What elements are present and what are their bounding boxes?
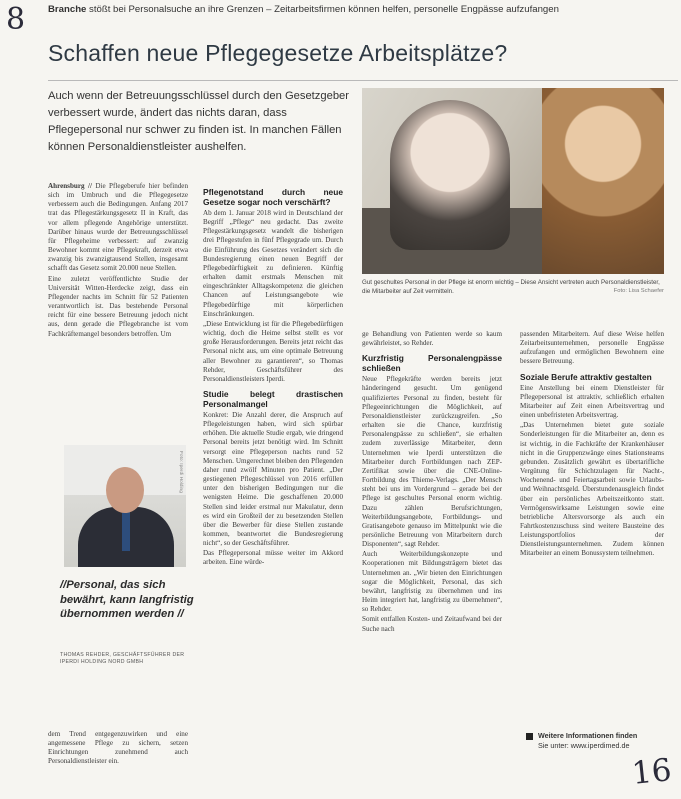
handwritten-corner-mark: 8 [6, 2, 26, 37]
body-paragraph [520, 384, 664, 421]
info-line-2: Sie unter: www.iperdimed.de [538, 741, 630, 750]
kicker-line [48, 4, 559, 15]
body-paragraph [48, 730, 188, 767]
body-paragraph [203, 320, 343, 384]
body-paragraph [362, 375, 502, 549]
body-paragraph [520, 421, 664, 558]
body-paragraph [520, 330, 664, 367]
body-paragraph [362, 330, 502, 348]
body-paragraph [203, 209, 343, 319]
info-square-icon [526, 733, 533, 740]
dateline: Ahrensburg // [48, 182, 92, 190]
column-4 [520, 330, 664, 560]
photo-caption [362, 278, 664, 296]
paragraph-text: dem Trend entgegenzuwirken und eine angemessene Pflege zu sichern, setzen Einrichtungen zunehmend auch Personaldienstleister ein. [48, 730, 188, 766]
article-title: Schaffen neue Pflegegesetze Arbeitsplätze? [48, 40, 508, 66]
paragraph-text: Somit entfallen Kosten- und Zeitaufwand bei der Suche nach [362, 615, 502, 633]
kicker-bold: Branche [48, 4, 87, 15]
paragraph-text: Eine zuletzt veröffentlichte Studie der Universität Witten-Herdecke zeigt, dass ein Pflegender nachts im Schnitt für 52 Patienten verantwortlich ist. Das bestehende Personal reicht für eine bessere Betreuung jedoch nicht aus, denn gerade die Pflegebranche ist vom Fachkräftemangel besonders betroffen. Um [48, 274, 188, 338]
paragraph-text: Ab dem 1. Januar 2018 wird in Deutschland der Begriff „Pflege“ neu gedacht. Das zweite Pflegestärkungsgesetz wandelt die bisherigen drei Pflegestufen in fünf Pflegegrade um. Durch die Einführung des Gesetzes verändert sich die Bundesregierung einen neuen Begriff der Pflegebedürftigkeit zu definieren. Künftig erhalten damit erstmals Menschen mit eingeschränkter Alltagskompetenz die gleichen Chancen auf Leistungsangebote wie Pflegebedürftige mit körperlichen Einschränkungen. [203, 209, 343, 318]
photo-caption-text: Gut geschultes Personal in der Pflege ist enorm wichtig – Diese Ansicht vertreten auch Personaldienstleister, die Mitarbeiter auf Zeit vermitteln. [362, 279, 660, 295]
paragraph-text: Das Pflegepersonal müsse weiter im Akkord arbeiten. Eine würde- [203, 549, 343, 567]
column-3 [362, 330, 502, 635]
intro-paragraph: Auch wenn der Betreuungsschlüssel durch den Gesetzgeber verbessert wurde, ändert das nichts daran, dass Pflegepersonal nur schwer zu finden ist. In manchen Fällen können Personaldienstleister aushelfen. [48, 90, 350, 153]
body-paragraph [362, 550, 502, 614]
portrait-credit: Foto: Iperdi Holding [178, 451, 183, 493]
info-line-1: Weitere Informationen finden [538, 731, 638, 740]
title-rule [48, 80, 678, 81]
body-paragraph [362, 615, 502, 633]
photo-credit: Foto: Lisa Schaefer [613, 288, 664, 294]
column-2 [203, 182, 343, 569]
subheading: Pflegenotstand durch neue Gesetze sogar noch verschärft? [203, 187, 343, 207]
body-paragraph [48, 182, 188, 274]
paragraph-text: „Das Unternehmen bietet gute soziale Sonderleistungen für die Mitarbeiter an, denn es ist wichtig, in die Fachkräfte der Krankenhäuser nicht in die Gruppenzwänge eines Stationsteams gebunden. Zusätzlich gewährt es übertarifliche Vergütung für Schichtzulagen für Nacht-, Wochenend- und Feiertagsarbeit sowie Urlaubs- und Weihnachtsgeld. Überstundenausgleich findet über ein persönliches Arbeitszeitkonto statt. Vermögenswirksame Leistungen sowie eine betriebliche Altersvorsorge als auch ein Fahrtkostenzuschuss sind weitere Bausteine des Leistungsportfolios der Dienstleistungsunternehmen. Zudem können Mitarbeiter an einem Bonussystem teilnehmen. [520, 421, 664, 558]
paragraph-text: Konkret: Die Anzahl derer, die Anspruch auf Pflegeleistungen haben, wird sich spürbar erhöhen. Die aktuelle Studie ergab, wie dringend Personal bereits jetzt benötigt wird. Im Schnitt versorgt eine Pflegeperson nachts rund 52 Menschen. Umgerechnet bleiben den Pflegenden daher rund zwölf Minuten pro Patient. „Der gestiegenen Pflegeschlüssel von 2016 erfüllen unter den bisherigen Bedingungen nur die wenigsten Heime. Die geschaffenen 20.000 Stellen sind leider erstmal nur Makulatur, denn es wird ein Großteil der zu besetzenden Stellen über die Bewerber für diese Stellen zustande kommen, beantwortet die Bundesregierung nicht“, so der Geschäftsführer. [203, 410, 343, 548]
subheading: Kurzfristig Personalengpässe schließen [362, 353, 502, 374]
body-paragraph [48, 275, 188, 339]
paragraph-text: passenden Mitarbeitern. Auf diese Weise helfen Zeitarbeitsunternehmen, personelle Engpässe aufzufangen und ermöglichen Bewohnern eine bessere Betreuung. [520, 330, 664, 366]
kicker-text: stößt bei Personalsuche an ihre Grenzen – Zeitarbeitsfirmen können helfen, personelle Engpässe aufzufangen [86, 4, 559, 15]
column-1 [48, 182, 188, 340]
info-box [526, 731, 671, 751]
paragraph-text: ge Behandlung von Patienten werde so kaum gewährleistet, so Rehder. [362, 330, 502, 348]
pull-quote: //Personal, das sich bewährt, kann langfristig übernommen werden // [60, 579, 194, 620]
body-paragraph [203, 411, 343, 548]
body-paragraph [203, 549, 343, 567]
paragraph-text: Eine Anstellung bei einem Dienstleister für Pflegepersonal ist attraktiv, schließlich erhalten Mitarbeiter auf Zeit einen Arbeitsvertrag und einen unbefristeten Arbeitsvertrag. [520, 383, 664, 420]
subheading: Soziale Berufe attraktiv gestalten [520, 371, 652, 382]
paragraph-text: Auch Weiterbildungskonzepte und Kooperationen mit Bildungsträgern bietet das Unternehmen an. „Wir bieten den Einrichtungen sogar die Möglichkeit, Personal, das sich bewährt, langfristig zu übernehmen und ins Heim integriert hat, langfristig zu übernehmen“, so Rehder. [362, 550, 502, 614]
paragraph-text: Die Pflegeberufe hier befinden sich im Umbruch und die Pflegegesetze verbessern auch die Bedingungen. Anfang 2017 trat das Pflegestärkungsgesetz II in Kraft, das vor allem pflegende Angehörige unterstützt. Darüber hinaus wurde der Betreuungsschlüssel für Pflegeheime verbessert: auf zwanzig Bewohner kommt eine Pflegekraft, derzeit etwa zwanzig bis zwanzigtausend Stellen, insgesamt schafft das Gesetz somit 20.000 neue Stellen. [48, 182, 189, 273]
paragraph-text: „Diese Entwicklung ist für die Pflegebedürftigen wichtig, doch die Heime selbst stellt es vor große Herausforderungen. Bereits jetzt reicht das Personal nicht aus, um eine optimale Betreuung aller Bewohner zu garantieren“, so Thomas Rehder, Geschäftsführer des Personaldienstleisters Iperdi. [203, 319, 343, 383]
care-photo [362, 88, 664, 274]
handwritten-page-number: 16 [630, 752, 674, 792]
paragraph-text: Neue Pflegekräfte werden bereits jetzt händeringend gesucht. Um genügend qualifiziertes Personal zu finden, besteht für Pflegeeinrichtungen die Möglichkeit, auf Personaldienstleister zurückzugreifen. „So erhalten sie die Chance, kurzfristig Personalengpässe zu schließen“, sie erhalten zudem zuverlässige Mitarbeiter, denn Unternehmen wie Iperdi unterstützen die Mitarbeiter durch Fortbildungen nach ZEP-Zertifikat sowie über die CNE-Online-Fortbildung des Thieme-Verlags. „Der Mensch steht bei uns im Vordergrund – gerade bei der Pflege ist geschultes Personal enorm wichtig. Dazu zählen Berufsrichtungen, Weiterbildungsangebote, Fortbildungs- und Gratisangebote genauso im Mittelpunkt wie die persönliche Betreuung von Mitarbeitern durch Disponenten“, sagt Rehder. [362, 375, 502, 549]
column-1-continued [48, 730, 188, 768]
subheading: Studie belegt drastischen Personalmangel [203, 388, 343, 409]
portrait-photo [64, 445, 186, 567]
quote-attribution: THOMAS REHDER, GESCHÄFTSFÜHRER DER IPERDI HOLDING NORD GMBH [60, 652, 185, 665]
